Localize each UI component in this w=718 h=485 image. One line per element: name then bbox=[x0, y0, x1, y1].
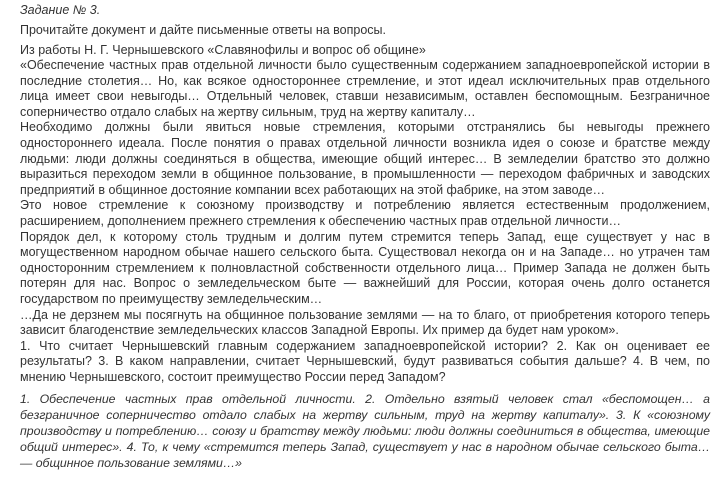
questions: 1. Что считает Чернышевский главным содержанием западноевропейской истории? 2. Как он оценивает ее результаты? 3. В каком направлении, считает Чернышевский, будут развиваться события дальше? 4. В чем, по мнению Чернышевского, состоит преимущество России перед Западом? bbox=[20, 338, 710, 384]
document-paragraph: «Обеспечение частных прав отдельной личности было существенным содержанием западноевропейской истории в последние столетия… Но, как всякое одностороннее стремление, и этот идеал исключительных прав отдельного лица имеет свои невыгоды… Отдельный человек, ставши независимым, оставлен беспомощным. Безграничное соперничество отдало слабых на жертву сильным, труд на жертву капиталу… bbox=[20, 58, 710, 119]
document-paragraph: Необходимо должны были явиться новые стремления, которыми отстранялись бы невыгоды прежнего одностороннего идеала. После понятия о правах отдельной личности возникла идея о союзе и братстве между людьми: люди должны соединяться в общества, имеющие общий интерес… В земледелии братство это должно выразиться переходом земли в общинное пользование, в промышленности — переходом фабричных и заводских предприятий в общинное достояние компании всех работающих на этой фабрике, на этом заводе… bbox=[20, 120, 710, 197]
document-paragraph: Это новое стремление к союзному производству и потреблению является естественным продолжением, расширением, дополнением прежнего стремления к обеспечению частных прав отдельной личности… bbox=[20, 198, 710, 228]
task-title: Задание № 3. bbox=[20, 3, 101, 17]
task-instruction: Прочитайте документ и дайте письменные ответы на вопросы. bbox=[20, 23, 386, 37]
document-body bbox=[20, 58, 710, 339]
answer: 1. Обеспечение частных прав отдельной личности. 2. Отдельно взятый человек стал «беспомощен… а безграничное соперничество отдало слабых на жертву сильным, труд на жертву капиталу». 3. К «союзному производству и потреблению… союзу и братству между людьми: люди должны соединиться в общества, имеющие общий интерес». 4. То, к чему «стремится теперь Запад, существует у нас в народном обычае сельского быта… — общинное пользование землями…» bbox=[20, 392, 710, 471]
document-paragraph: …Да не дерзнем мы посягнуть на общинное пользование землями — на то благо, от приобретения которого теперь зависит благоденствие земледельческих классов Западной Европы. Их пример да будет нам уроком». bbox=[20, 307, 710, 338]
document-paragraph: Порядок дел, к которому столь трудным и долгим путем стремится теперь Запад, еще существует у нас в могущественном народном обычае нашего сельского быта. Существовал некогда он и на Западе… но утрачен там односторонним стремлением к полновластной собственности отдельного лица… Пример Запада не должен быть потерян для нас. Вопрос о земледельческом быте — важнейший для России, которая очень долго останется государством по преимуществу земледельческим… bbox=[20, 229, 710, 306]
document-source: Из работы Н. Г. Чернышевского «Славянофилы и вопрос об общине» bbox=[20, 43, 426, 57]
